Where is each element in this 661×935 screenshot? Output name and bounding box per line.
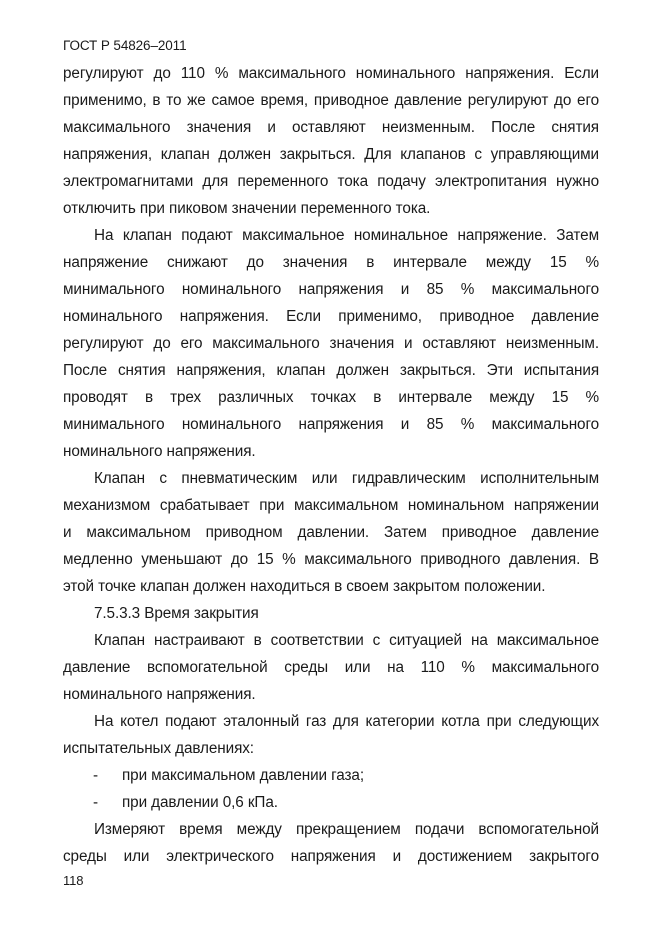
text-line: этой точке клапан должен находиться в своем закрытом положении.	[63, 578, 546, 595]
text-line: минимального номинального напряжения и 85 % максимального	[63, 416, 599, 433]
body-text	[63, 60, 599, 870]
text-line: номинального напряжения.	[63, 686, 256, 703]
text-line: максимального значения и оставляют неизменным. После снятия	[63, 119, 599, 136]
text-line: Клапан настраивают в соответствии с ситуацией на максимальное	[94, 632, 599, 649]
section-heading: 7.5.3.3 Время закрытия	[94, 605, 259, 622]
text-line: напряжение снижают до значения в интервале между 15 %	[63, 254, 599, 271]
text-line: номинального напряжения. Если применимо, приводное давление	[63, 308, 599, 325]
text-line: напряжения, клапан должен закрыться. Для клапанов с управляющими	[63, 146, 599, 163]
text-line: Измеряют время между прекращением подачи вспомогательной	[94, 821, 599, 838]
text-line: На клапан подают максимальное номинальное напряжение. Затем	[94, 227, 599, 244]
list-dash: -	[93, 767, 98, 784]
text-line: минимального номинального напряжения и 85 % максимального	[63, 281, 599, 298]
list-item	[63, 762, 599, 789]
text-line: механизмом срабатывает при максимальном номинальном напряжении	[63, 497, 599, 514]
text-line: электромагнитами для переменного тока подачу электропитания нужно	[63, 173, 599, 190]
text-line: и максимальном приводном давлении. Затем приводное давление	[63, 524, 599, 541]
text-line: Клапан с пневматическим или гидравлическим исполнительным	[94, 470, 599, 487]
text-line: регулируют до 110 % максимального номинального напряжения. Если	[63, 65, 599, 82]
page-number: 118	[63, 873, 84, 888]
text-line: испытательных давлениях:	[63, 740, 254, 757]
document-code: ГОСТ Р 54826–2011	[63, 38, 187, 53]
list-item	[63, 789, 599, 816]
list-item-text: при давлении 0,6 кПа.	[122, 794, 278, 811]
text-line: После снятия напряжения, клапан должен закрыться. Эти испытания	[63, 362, 599, 379]
list-dash: -	[93, 794, 98, 811]
list-item-text: при максимальном давлении газа;	[122, 767, 364, 784]
text-line: номинального напряжения.	[63, 443, 256, 460]
text-line: применимо, в то же самое время, приводное давление регулируют до его	[63, 92, 599, 109]
text-line: отключить при пиковом значении переменного тока.	[63, 200, 431, 217]
text-line: На котел подают эталонный газ для категории котла при следующих	[94, 713, 599, 730]
text-line: давление вспомогательной среды или на 110 % максимального	[63, 659, 599, 676]
text-line: проводят в трех различных точках в интервале между 15 %	[63, 389, 599, 406]
text-line: медленно уменьшают до 15 % максимального приводного давления. В	[63, 551, 599, 568]
text-line: среды или электрического напряжения и достижением закрытого	[63, 848, 599, 865]
text-line: регулируют до его максимального значения и оставляют неизменным.	[63, 335, 599, 352]
